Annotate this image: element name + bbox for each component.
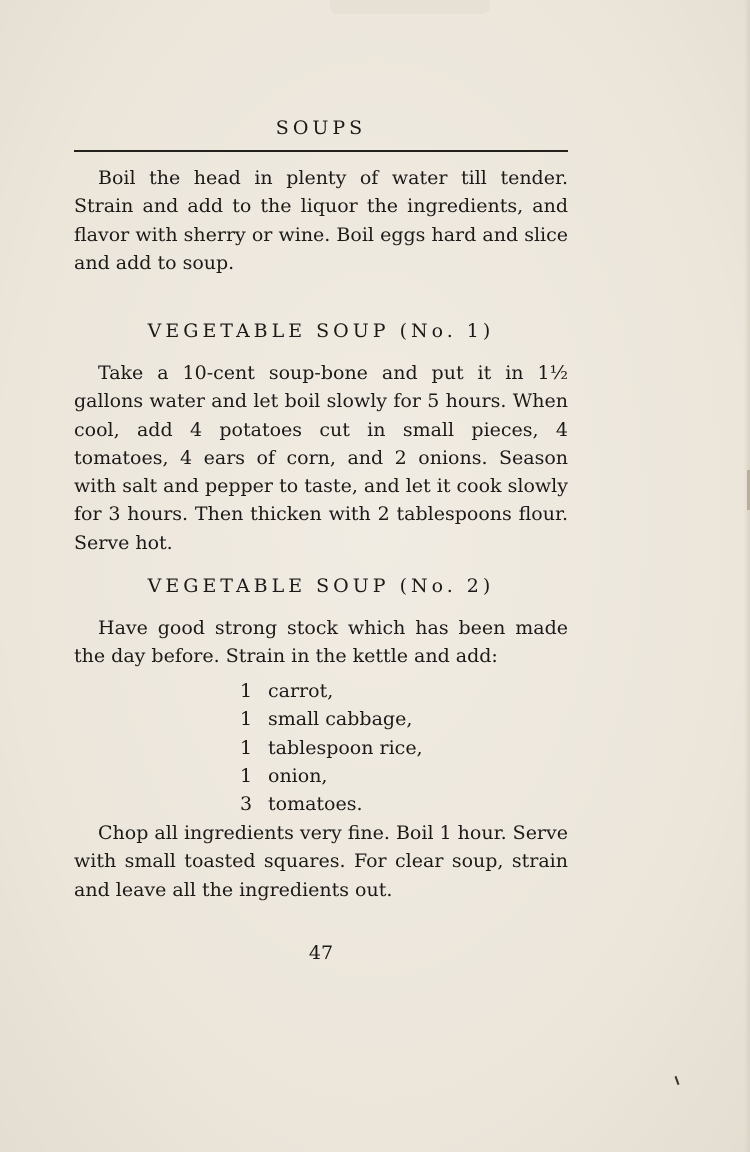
paper-tab-mark (330, 0, 490, 14)
recipe-2-intro: Have good strong stock which has been made the day before. Strain in the kettle and add: (74, 617, 568, 668)
ingredient-quantity: 3 (240, 793, 253, 816)
recipe-2-closing-block (74, 819, 568, 904)
ingredient-item (236, 677, 423, 705)
ingredient-quantity: 1 (240, 708, 253, 731)
ingredient-quantity: 1 (240, 736, 253, 759)
running-head: SOUPS (275, 117, 367, 139)
ingredient-name: carrot, (268, 680, 334, 702)
recipe-1-body-block (74, 359, 568, 557)
ingredient-item (236, 734, 423, 762)
intro-paragraph-block (74, 164, 568, 277)
header-rule (74, 150, 568, 152)
recipe-2-intro-block (74, 614, 568, 671)
recipe-1-heading: VEGETABLE SOUP (No. 1) (147, 320, 495, 342)
ingredient-item (236, 705, 423, 733)
ingredient-name: small cabbage, (268, 708, 413, 731)
page-edge-shadow (744, 0, 750, 1152)
recipe-1-body: Take a 10-cent soup-bone and put it in 1½ gallons water and let boil slowly for 5 hours. When cool, add 4 potatoes cut in small pieces, 4 tomatoes, 4 ears of corn, and 2 onions. Season with salt and pepper to taste, and let it cook slowly for 3 hours. Then thicken with 2 tablespoons flour. Serve hot. (74, 362, 568, 554)
ingredient-item (236, 762, 423, 790)
recipe-2-heading: VEGETABLE SOUP (No. 2) (147, 575, 495, 597)
ingredient-list (236, 677, 423, 818)
page-number: 47 (308, 942, 334, 964)
intro-paragraph: Boil the head in plenty of water till tender. Strain and add to the liquor the ingredients, and flavor with sherry or wine. Boil eggs hard and slice and add to soup. (74, 167, 568, 274)
ingredient-name: onion, (268, 764, 328, 787)
ingredient-quantity: 1 (240, 764, 253, 787)
ingredient-quantity: 1 (240, 680, 253, 702)
ink-speck (675, 1076, 680, 1085)
ingredient-name: tablespoon rice, (268, 736, 423, 759)
ingredient-name: tomatoes. (268, 793, 363, 816)
ingredient-item (236, 790, 423, 818)
recipe-2-closing: Chop all ingredients very fine. Boil 1 hour. Serve with small toasted squares. For clear soup, strain and leave all the ingredients out. (74, 822, 568, 901)
